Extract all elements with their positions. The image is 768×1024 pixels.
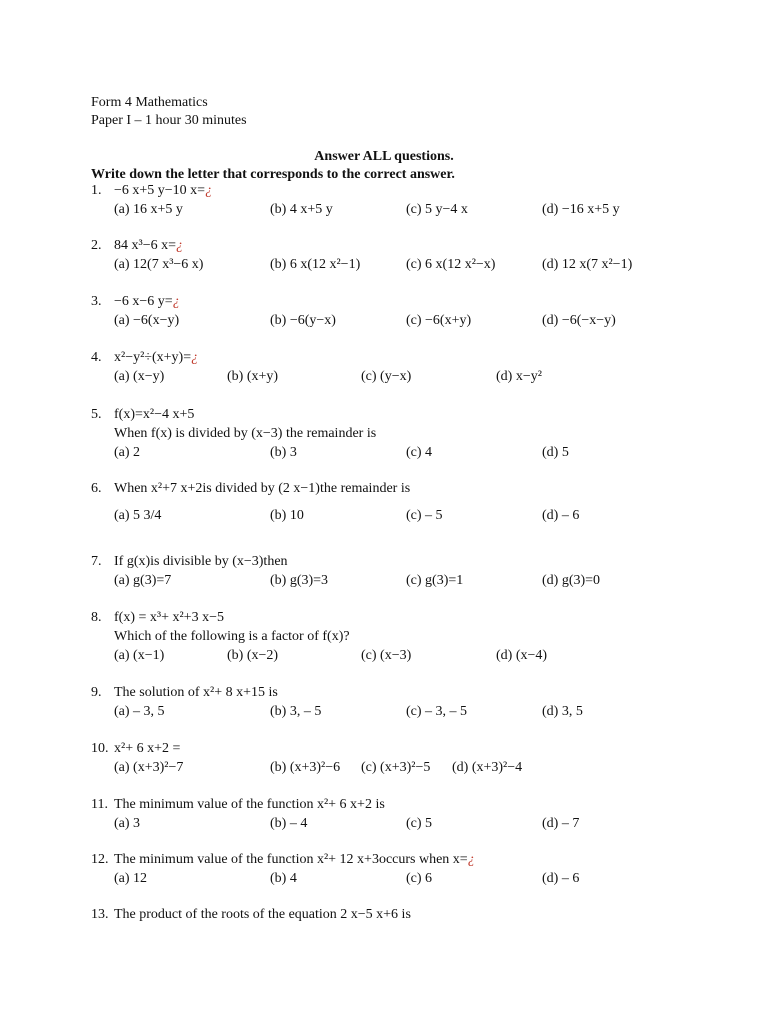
option-c: (c) 6 xyxy=(406,871,433,886)
question-number: 4. xyxy=(91,350,102,365)
option-b: (b) 6 x(12 x²−1) xyxy=(270,257,361,272)
instruction-heading: Answer ALL questions. xyxy=(314,149,454,164)
option-c: (c) (y−x) xyxy=(361,369,412,384)
question-number: 11. xyxy=(91,797,108,812)
option-d: (d) g(3)=0 xyxy=(542,573,601,588)
placeholder-glyph: ¿ xyxy=(172,294,180,309)
placeholder-glyph: ¿ xyxy=(176,238,183,253)
question-text: f(x)=x²−4 x+5 xyxy=(114,407,195,422)
option-a: (a) – 3, 5 xyxy=(114,704,165,719)
subject-title: Form 4 Mathematics xyxy=(91,95,208,110)
option-a: (a) 3 xyxy=(114,816,141,831)
question-number: 2. xyxy=(91,238,102,253)
option-c: (c) −6(x+y) xyxy=(406,313,472,328)
option-c: (c) 6 x(12 x²−x) xyxy=(406,257,496,272)
option-a: (a) (x+3)²−7 xyxy=(114,760,184,775)
option-b: (b) 3 xyxy=(270,445,297,460)
option-d: (d) 12 x(7 x²−1) xyxy=(542,257,633,272)
question-text: −6 x−6 y=¿ xyxy=(114,294,180,309)
question-text: x²+ 6 x+2 = xyxy=(114,741,181,756)
placeholder-glyph: ¿ xyxy=(205,183,213,198)
option-d: (d) (x−4) xyxy=(496,648,548,663)
option-d: (d) −6(−x−y) xyxy=(542,313,616,328)
option-c: (c) 5 xyxy=(406,816,433,831)
option-b: (b) 3, – 5 xyxy=(270,704,322,719)
question-number: 6. xyxy=(91,481,102,496)
question-text: x²−y²÷(x+y)=¿ xyxy=(114,350,199,365)
option-d: (d) (x+3)²−4 xyxy=(452,760,523,775)
option-c: (c) – 5 xyxy=(406,508,443,523)
option-c: (c) – 3, – 5 xyxy=(406,704,468,719)
option-a: (a) 2 xyxy=(114,445,141,460)
option-d: (d) 5 xyxy=(542,445,569,460)
question-text: The solution of x²+ 8 x+15 is xyxy=(114,685,278,700)
question-number: 9. xyxy=(91,685,102,700)
question-number: 5. xyxy=(91,407,102,422)
option-c: (c) 4 xyxy=(406,445,433,460)
option-d: (d) – 6 xyxy=(542,871,580,886)
option-c: (c) g(3)=1 xyxy=(406,573,464,588)
question-text: The minimum value of the function x²+ 12 x+3occurs when x=¿ xyxy=(114,852,475,867)
option-a: (a) (x−1) xyxy=(114,648,165,663)
option-b: (b) (x+y) xyxy=(227,369,279,384)
option-b: (b) −6(y−x) xyxy=(270,313,336,328)
question-number: 3. xyxy=(91,294,102,309)
option-c: (c) (x+3)²−5 xyxy=(361,760,431,775)
option-d: (d) −16 x+5 y xyxy=(542,202,620,217)
option-b: (b) (x−2) xyxy=(227,648,279,663)
option-a: (a) (x−y) xyxy=(114,369,165,384)
question-text: If g(x)is divisible by (x−3)then xyxy=(114,554,288,569)
option-b: (b) 10 xyxy=(270,508,304,523)
option-b: (b) (x+3)²−6 xyxy=(270,760,341,775)
option-c: (c) 5 y−4 x xyxy=(406,202,468,217)
instruction-text: Write down the letter that corresponds to the correct answer. xyxy=(91,167,455,182)
option-a: (a) −6(x−y) xyxy=(114,313,180,328)
question-number: 1. xyxy=(91,183,102,198)
option-a: (a) 16 x+5 y xyxy=(114,202,183,217)
question-subtext: Which of the following is a factor of f(x)? xyxy=(114,629,350,644)
option-c: (c) (x−3) xyxy=(361,648,412,663)
question-number: 10. xyxy=(91,741,109,756)
placeholder-glyph: ¿ xyxy=(191,350,199,365)
option-b: (b) 4 xyxy=(270,871,297,886)
question-text: 84 x³−6 x=¿ xyxy=(114,238,183,253)
question-text: The product of the roots of the equation 2 x−5 x+6 is xyxy=(114,907,411,922)
placeholder-glyph: ¿ xyxy=(467,852,475,867)
question-number: 7. xyxy=(91,554,102,569)
question-number: 13. xyxy=(91,907,109,922)
option-d: (d) x−y² xyxy=(496,369,542,384)
option-a: (a) 12 xyxy=(114,871,148,886)
question-text: The minimum value of the function x²+ 6 x+2 is xyxy=(114,797,385,812)
option-a: (a) g(3)=7 xyxy=(114,573,172,588)
question-text: f(x) = x³+ x²+3 x−5 xyxy=(114,610,224,625)
question-number: 8. xyxy=(91,610,102,625)
option-b: (b) 4 x+5 y xyxy=(270,202,333,217)
option-a: (a) 12(7 x³−6 x) xyxy=(114,257,204,272)
option-a: (a) 5 3/4 xyxy=(114,508,162,523)
question-text: When x²+7 x+2is divided by (2 x−1)the remainder is xyxy=(114,481,411,496)
option-d: (d) 3, 5 xyxy=(542,704,583,719)
option-d: (d) – 6 xyxy=(542,508,580,523)
question-text: −6 x+5 y−10 x=¿ xyxy=(114,183,213,198)
option-b: (b) g(3)=3 xyxy=(270,573,329,588)
question-number: 12. xyxy=(91,852,109,867)
option-d: (d) – 7 xyxy=(542,816,580,831)
question-subtext: When f(x) is divided by (x−3) the remainder is xyxy=(114,426,377,441)
option-b: (b) – 4 xyxy=(270,816,308,831)
paper-duration: Paper I – 1 hour 30 minutes xyxy=(91,113,247,128)
